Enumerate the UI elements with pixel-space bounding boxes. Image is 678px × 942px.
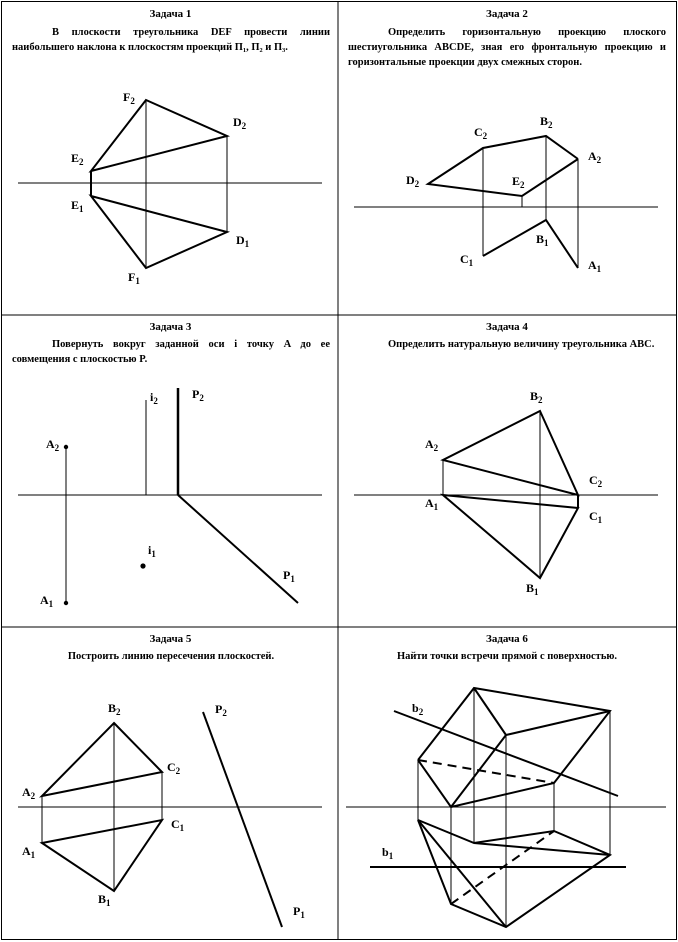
label-b1: B — [98, 892, 107, 906]
task-1-title: Задача 1 — [149, 8, 192, 20]
label-i2: i — [150, 390, 154, 404]
task-6-drawing — [346, 688, 666, 927]
svg-text:A1: $A_1$ — [22, 844, 36, 860]
task-3-text: Повернуть вокруг заданной оси i точку A до ее совмещения с плоскостью P. — [12, 339, 330, 365]
svg-text:B1: $B_1$ — [98, 892, 111, 908]
label-f2: F — [123, 90, 131, 104]
label-i1: i — [148, 543, 152, 557]
svg-text:F2: $F_2$ — [123, 90, 135, 106]
svg-text:A1: $A_1$ — [40, 593, 54, 609]
svg-text:B1: $B_1$ — [526, 581, 539, 597]
svg-text:E2: $E_2$ — [71, 151, 84, 167]
label-e2: E — [512, 174, 521, 188]
horizontal-prism-outline — [418, 820, 610, 927]
plane-p-horizontal-trace — [178, 495, 298, 603]
svg-text:E1: $E_1$ — [71, 198, 84, 214]
label-b2: B — [108, 701, 117, 715]
label-p1: P — [293, 904, 301, 918]
label-d1: D — [236, 233, 245, 247]
label-p2: P — [215, 702, 223, 716]
svg-text:A1: $A_1$ — [588, 258, 602, 274]
label-a2: A — [588, 149, 597, 163]
label-a2: A — [22, 785, 31, 799]
task-5-drawing — [18, 701, 322, 927]
label-a1: A — [588, 258, 597, 272]
svg-text:D2: $D_2$ — [406, 173, 420, 189]
svg-text:F1: $F_1$ — [128, 270, 140, 286]
point-a2 — [64, 445, 68, 449]
task-2-title: Задача 2 — [486, 8, 528, 20]
label-d2: D — [406, 173, 415, 187]
svg-text:i2: $i_2$ — [150, 390, 158, 406]
label-p2: P — [192, 387, 200, 401]
svg-text:A2: $A_2$ — [425, 437, 439, 453]
plane-p-trace — [203, 712, 282, 927]
frontal-projection-triangle — [91, 100, 227, 171]
svg-text:E2: $E_2$ — [512, 174, 525, 190]
label-b2: b — [412, 701, 419, 715]
label-b1: B — [526, 581, 535, 595]
frontal-projection-triangle — [42, 723, 162, 796]
point-i1 — [140, 563, 145, 568]
svg-text:C2: $C_2$ — [474, 125, 488, 141]
label-b2: B — [540, 114, 549, 128]
task-2-text: Определить горизонтальную проекцию плоского шестиугольника ABCDE, зная его фронтальную проекцию и горизонтальные проекции двух смежных сторон. — [348, 27, 666, 68]
horizontal-projection-triangle — [42, 820, 162, 891]
frontal-projection-triangle — [443, 411, 578, 495]
label-c1: C — [589, 509, 598, 523]
svg-text:B2: $B_2$ — [108, 701, 121, 717]
svg-text:P1: $P_1$ — [293, 904, 305, 920]
svg-text:B2: $B_2$ — [540, 114, 553, 130]
label-c1: C — [460, 252, 469, 266]
label-b2: B — [530, 389, 539, 403]
label-e1: E — [71, 198, 80, 212]
task-6-title: Задача 6 — [486, 633, 528, 645]
horizontal-prism-edge-2 — [474, 843, 610, 855]
svg-text:P2: $P_2$ — [192, 387, 204, 403]
svg-text:B1: $B_1$ — [536, 232, 549, 248]
frontal-prism-edge-1 — [474, 688, 506, 735]
label-c2: C — [589, 473, 598, 487]
svg-text:C2: $C_2$ — [167, 760, 181, 776]
label-b1: B — [536, 232, 545, 246]
task-5-title: Задача 5 — [149, 633, 192, 645]
svg-text:b1: $b_1$ — [382, 845, 394, 861]
svg-text:A2: $A_2$ — [588, 149, 602, 165]
horizontal-projection-triangle — [443, 495, 578, 578]
task-5-text: Построить линию пересечения плоскостей. — [67, 651, 275, 662]
svg-text:A2: $A_2$ — [22, 785, 36, 801]
label-e2: E — [71, 151, 80, 165]
svg-text:i1: $i_1$ — [148, 543, 156, 559]
label-c2: C — [167, 760, 176, 774]
horizontal-projection-triangle — [91, 196, 227, 268]
label-f1: F — [128, 270, 136, 284]
task-4-text: Определить натуральную величину треугольника ABC. — [388, 339, 655, 350]
label-c2: C — [474, 125, 483, 139]
task-1-drawing — [18, 90, 322, 286]
label-p1: P — [283, 568, 291, 582]
frontal-projection-hexagon — [428, 136, 578, 196]
label-d2: D — [233, 115, 242, 129]
svg-text:C2: $C_2$ — [589, 473, 603, 489]
svg-text:B2: $B_2$ — [530, 389, 543, 405]
task-2-drawing — [354, 114, 658, 274]
task-6-text: Найти точки встречи прямой с поверхностью. — [396, 651, 618, 662]
svg-text:D2: $D_2$ — [233, 115, 247, 131]
svg-text:D1: $D_1$ — [236, 233, 250, 249]
horizontal-projection-sides — [483, 220, 578, 268]
point-a1 — [64, 601, 68, 605]
label-b1: b — [382, 845, 389, 859]
task-3-drawing — [18, 387, 322, 609]
task-4-drawing — [354, 389, 658, 597]
task-1-text: В плоскости треугольника DEF провести линии наибольшего наклона к плоскостям проекций П₁, П₂ и П₃. — [12, 27, 330, 53]
task-4-title: Задача 4 — [486, 321, 528, 333]
frontal-prism-outline — [418, 688, 610, 807]
label-c1: C — [171, 817, 180, 831]
svg-text:P2: $P_2$ — [215, 702, 227, 718]
svg-text:C1: $C_1$ — [171, 817, 185, 833]
svg-text:b2: $b_2$ — [412, 701, 424, 717]
svg-text:C1: $C_1$ — [460, 252, 474, 268]
svg-text:P1: $P_1$ — [283, 568, 295, 584]
label-a1: A — [22, 844, 31, 858]
label-a2: A — [425, 437, 434, 451]
svg-text:C1: $C_1$ — [589, 509, 603, 525]
svg-text:A2: $A_2$ — [46, 437, 60, 453]
svg-text:A1: $A_1$ — [425, 496, 439, 512]
label-a1: A — [425, 496, 434, 510]
task-3-title: Задача 3 — [149, 321, 192, 333]
label-a1: A — [40, 593, 49, 607]
label-a2: A — [46, 437, 55, 451]
table-grid — [2, 2, 677, 940]
